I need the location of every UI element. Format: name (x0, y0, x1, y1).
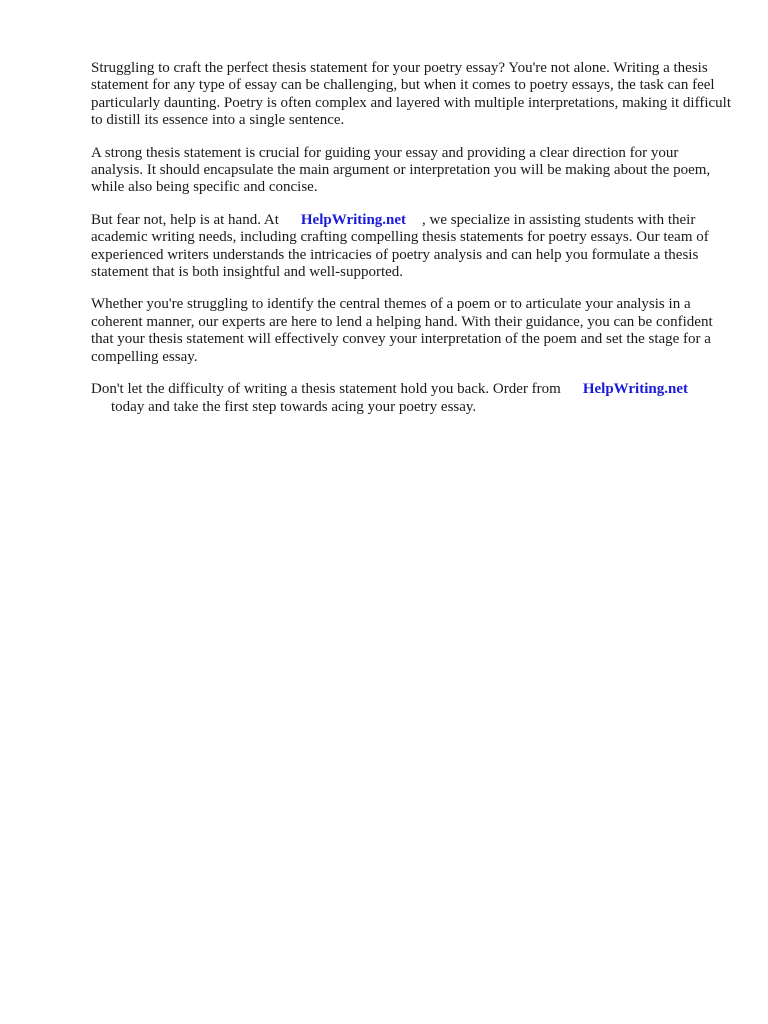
paragraph-cta-after: today and take the first step towards acing your poetry essay. (111, 398, 477, 415)
document-page (91, 60, 731, 431)
paragraph-help-offer (91, 212, 731, 282)
paragraph-cta-before: Don't let the difficulty of writing a thesis statement hold you back. Order from (91, 381, 561, 398)
helpwriting-order-link[interactable]: HelpWriting.net (582, 381, 688, 398)
paragraph-help-offer-before: But fear not, help is at hand. At (91, 211, 279, 228)
paragraph-experts: Whether you're struggling to identify the central themes of a poem or to articulate your analysis in a coherent manner, our experts are here to lend a helping hand. With their guidance, you can be confident that your thesis statement will effectively convey your interpretation of the poem and set the stage for a compelling essay. (91, 296, 713, 365)
paragraph-help-offer-after: , we specialize in assisting students with their academic writing needs, including crafting compelling thesis statements for poetry essays. Our team of experienced writers understands the intricacies of poetry analysis and can help you formulate a thesis statement that is both insightful and well-supported. (91, 211, 709, 281)
paragraph-thesis-importance: A strong thesis statement is crucial for guiding your essay and providing a clear direction for your analysis. It should encapsulate the main argument or interpretation you will be making about the poem, while also being specific and concise. (91, 144, 711, 196)
helpwriting-link[interactable]: HelpWriting.net (300, 211, 407, 228)
paragraph-call-to-action (91, 381, 731, 416)
paragraph-intro: Struggling to craft the perfect thesis statement for your poetry essay? You're not alone. Writing a thesis statement for any type of essay can be challenging, but when it comes to poetry essays, the task can feel particularly daunting. Poetry is often complex and layered with multiple interpretations, making it difficult to distill its essence into a single sentence. (91, 60, 731, 129)
